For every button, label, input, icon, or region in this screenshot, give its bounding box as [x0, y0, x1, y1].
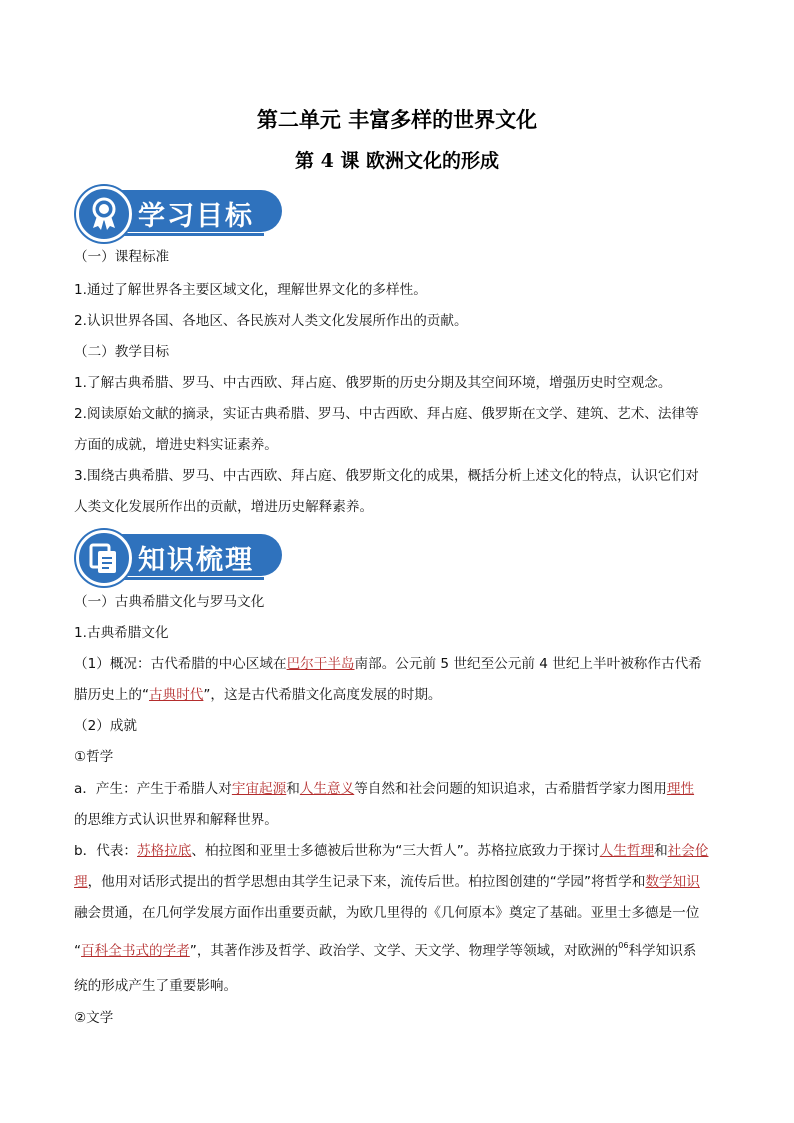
philosophy-heading: ①哲学 [74, 749, 114, 765]
knowledge-banner [76, 530, 282, 576]
reps-line-5: 统的形成产生了重要影响。 [74, 978, 238, 994]
key-term: 社会伦 [667, 843, 709, 859]
award-ribbon-icon [76, 186, 132, 242]
literature-heading: ②文学 [74, 1010, 114, 1026]
overview-line-1: （1）概况：古代希腊的中心区域在巴尔干半岛南部。公元前 5 世纪至公元前 4 世纪上半叶被称作古代希 [74, 656, 702, 672]
objectives-item: 方面的成就，增进史料实证素养。 [74, 437, 278, 453]
subsection-heading: 1.古典希腊文化 [74, 625, 169, 641]
key-term: 古典时代 [149, 687, 204, 703]
key-term: 数学知识 [645, 874, 700, 890]
section-heading: （一）古典希腊文化与罗马文化 [74, 594, 265, 610]
documents-icon [76, 530, 132, 586]
reps-line-4: “百科全书式的学者”，其著作涉及哲学、政治学、文学、天文学、物理学等领域，对欧洲的$^{06}$科学知识系 [74, 941, 697, 959]
objectives-item: 1.通过了解世界各主要区域文化，理解世界文化的多样性。 [74, 282, 427, 298]
objectives-item: 人类文化发展所作出的贡献，增进历史解释素养。 [74, 499, 374, 515]
reps-line-2: 理，他用对话形式提出的哲学思想由其学生记录下来，流传后世。柏拉图创建的“学园”将哲学和数学知识 [74, 874, 700, 890]
key-term: 人生哲理 [599, 843, 655, 859]
key-term: 巴尔干半岛 [286, 656, 355, 672]
superscript-mark: 06 [618, 941, 629, 950]
objectives-item: 2.认识世界各国、各地区、各民族对人类文化发展所作出的贡献。 [74, 313, 468, 329]
objectives-item: 2.阅读原始文献的摘录，实证古典希腊、罗马、中古西欧、拜占庭、俄罗斯在文学、建筑、艺术、法律等 [74, 406, 699, 422]
key-term: 百科全书式的学者 [81, 943, 190, 959]
origin-line-1: a．产生：产生于希腊人对宇宙起源和人生意义等自然和社会问题的知识追求，古希腊哲学家力图用理性 [74, 781, 695, 797]
objectives-item: 1.了解古典希腊、罗马、中古西欧、拜占庭、俄罗斯的历史分期及其空间环境，增强历史时空观念。 [74, 375, 672, 391]
reps-line-3: 融会贯通，在几何学发展方面作出重要贡献，为欧几里得的《几何原本》奠定了基础。亚里士多德是一位 [74, 905, 700, 921]
objectives-banner-label: 学习目标 [138, 201, 254, 232]
objectives-banner [76, 186, 282, 232]
key-term: 宇宙起源 [231, 781, 287, 797]
origin-line-2: 的思维方式认识世界和解释世界。 [74, 812, 278, 828]
key-term: 苏格拉底 [137, 843, 192, 859]
unit-title: 第二单元 丰富多样的世界文化 [256, 107, 538, 132]
knowledge-banner-label: 知识梳理 [138, 545, 254, 576]
lesson-title: 第 4 课 欧洲文化的形成 [294, 150, 500, 172]
achievements-heading: （2）成就 [74, 718, 138, 734]
overview-line-2: 腊历史上的“古典时代”，这是古代希腊文化高度发展的时期。 [74, 687, 442, 703]
objectives-item: 3.围绕古典希腊、罗马、中古西欧、拜占庭、俄罗斯文化的成果，概括分析上述文化的特点，认识它们对 [74, 468, 699, 484]
key-term: 人生意义 [299, 781, 355, 797]
key-term: 理性 [666, 781, 695, 797]
objectives-heading-2: （二）教学目标 [74, 344, 170, 360]
objectives-heading-1: （一）课程标准 [74, 249, 170, 265]
key-term: 理 [74, 874, 88, 890]
reps-line-1: b．代表：苏格拉底、柏拉图和亚里士多德被后世称为“三大哲人”。苏格拉底致力于探讨人生哲理和社会伦 [74, 843, 709, 859]
